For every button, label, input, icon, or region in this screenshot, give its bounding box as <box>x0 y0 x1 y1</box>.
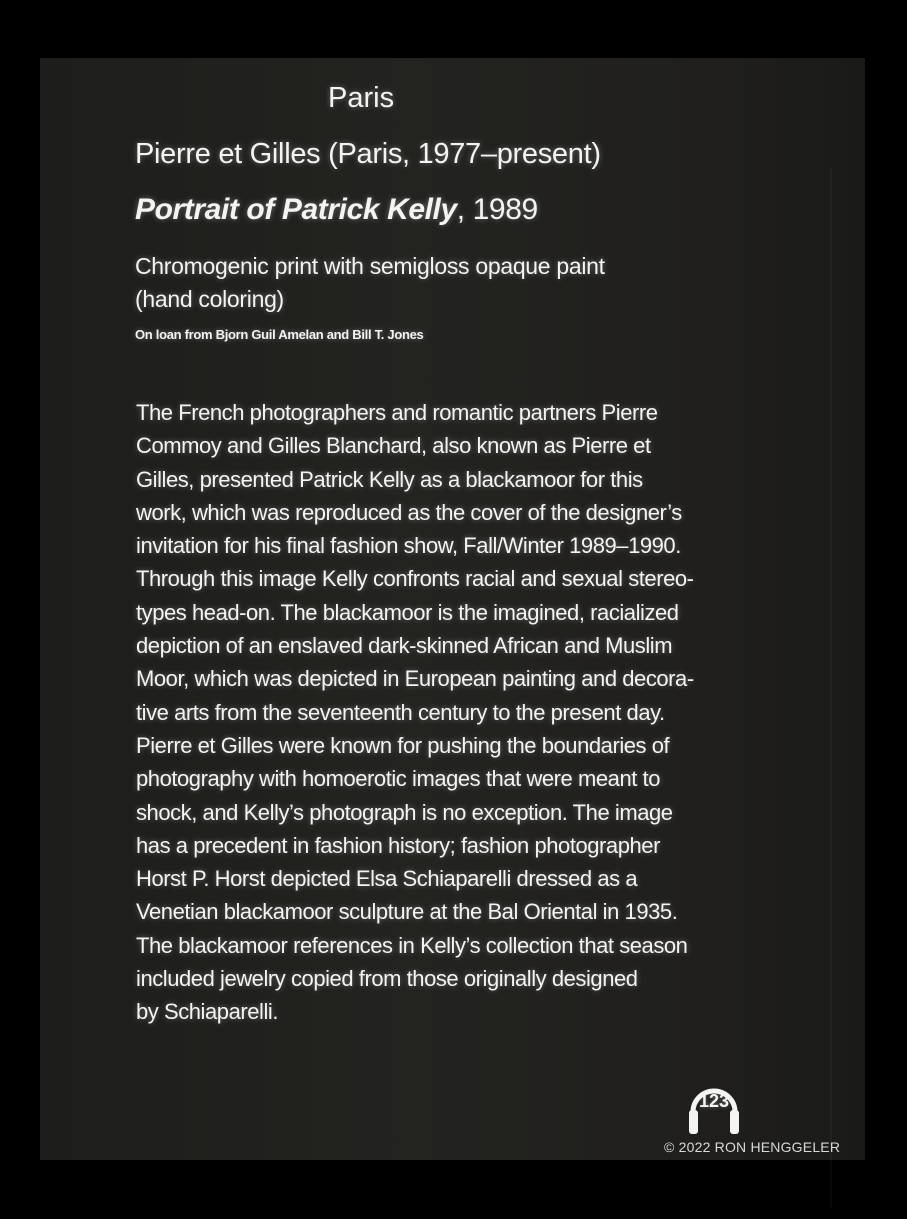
description-line: Gilles, presented Patrick Kelly as a blackamoor for this <box>136 466 643 492</box>
description-line: tive arts from the seventeenth century to the present day. <box>136 699 665 725</box>
medium-line: (hand coloring) <box>135 286 284 312</box>
description-line: shock, and Kelly’s photograph is no exception. The image <box>136 799 673 825</box>
description-line: types head-on. The blackamoor is the imagined, racialized <box>136 599 679 625</box>
description-line: Moor, which was depicted in European painting and decora- <box>136 666 694 692</box>
description-line: by Schiaparelli. <box>136 999 278 1025</box>
description-line: has a precedent in fashion history; fashion photographer <box>136 832 660 858</box>
label-description <box>136 396 694 1029</box>
description-line: photography with homoerotic images that were meant to <box>136 766 661 792</box>
medium-line: Chromogenic print with semigloss opaque paint <box>135 253 605 279</box>
artist-line: Pierre et Gilles (Paris, 1977–present) <box>135 138 601 170</box>
copyright-watermark: © 2022 RON HENGGELER <box>664 1139 841 1155</box>
medium-text <box>135 250 605 316</box>
description-line: invitation for his final fashion show, Fall/Winter 1989–1990. <box>136 533 681 559</box>
description-line: The French photographers and romantic partners Pierre <box>136 400 658 425</box>
description-line: included jewelry copied from those originally designed <box>136 966 638 992</box>
description-line: depiction of an enslaved dark-skinned African and Muslim <box>136 633 673 659</box>
loan-credit: On loan from Bjorn Guil Amelan and Bill T. Jones <box>135 327 424 342</box>
description-line: Commoy and Gilles Blanchard, also known as Pierre et <box>136 433 651 459</box>
panel-edge-highlight <box>830 168 832 1208</box>
description-line: Venetian blackamoor sculpture at the Bal Oriental in 1935. <box>136 899 678 925</box>
audio-guide-badge <box>685 1072 743 1138</box>
description-line: Through this image Kelly confronts racial and sexual stereo- <box>136 566 694 592</box>
work-title: Portrait of Patrick Kelly <box>135 193 457 226</box>
description-line: Horst P. Horst depicted Elsa Schiaparelli dressed as a <box>136 866 638 892</box>
audio-guide-number: 123 <box>698 1091 730 1111</box>
description-line: work, which was reproduced as the cover of the designer’s <box>136 499 682 525</box>
description-line: The blackamoor references in Kelly’s collection that season <box>136 932 688 958</box>
work-line <box>135 193 538 227</box>
work-year: , 1989 <box>456 193 538 226</box>
description-line: Pierre et Gilles were known for pushing the boundaries of <box>136 732 670 758</box>
location-heading: Paris <box>328 82 395 114</box>
